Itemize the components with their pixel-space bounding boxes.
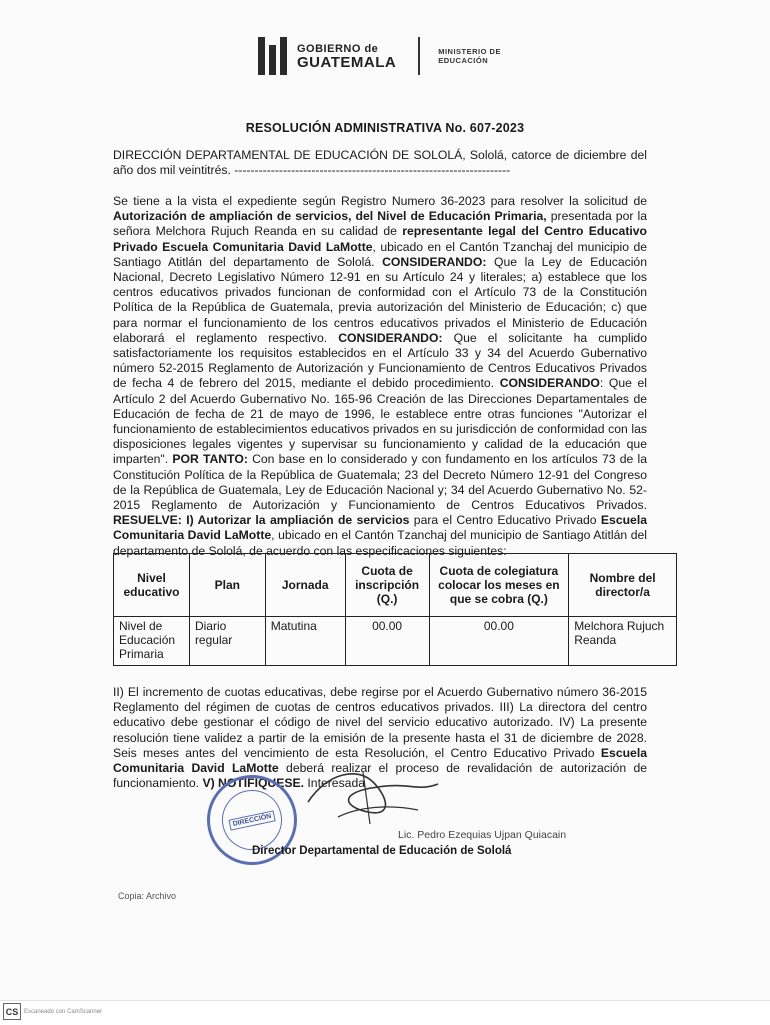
tail-text-1: II) El incremento de cuotas educativas, debe regirse por el Acuerdo Gubernativo número 36-2015 Reglamento del régimen de cuotas de centros educativos privados. III) La directora del centro educativo debe gestionar el código de nivel del servicio educativo autorizado. IV) La presente resolución tiene validez a partir de la emisión de la presente hasta el 31 de diciembre de 2028. Seis meses antes del vencimiento de esta Resolución, el Centro Educativo Privado xyxy=(113,685,647,760)
table-cell: Melchora Rujuch Reanda xyxy=(569,617,677,666)
letterhead xyxy=(258,34,501,78)
body-text-2: presentada por la señora Melchora Rujuch Reanda en su calidad de xyxy=(113,209,647,239)
body-bold-5: CONSIDERANDO xyxy=(499,376,600,391)
body-bold-4: CONSIDERANDO: xyxy=(338,330,443,345)
tail-bold-2: V) NOTIFÍQUESE. xyxy=(202,776,305,791)
copy-note: Copia: Archivo xyxy=(118,891,177,901)
scanner-footer xyxy=(0,1000,770,1025)
table-cell: 00.00 xyxy=(345,617,429,666)
table-header-cell: Nivel educativo xyxy=(114,554,190,617)
handwritten-signature xyxy=(298,762,448,832)
gobierno-guatemala-logo-text xyxy=(297,43,396,69)
stamp-word: DIRECCIÓN xyxy=(229,810,276,830)
camscanner-icon: CS xyxy=(3,1003,21,1020)
intro-paragraph xyxy=(113,148,647,178)
table-header-cell: Cuota de colegiatura colocar los meses en que se cobra (Q.) xyxy=(429,554,569,617)
tail-bold-1: Escuela Comunitaria David LaMotte xyxy=(113,745,647,776)
ministerio-line-2: EDUCACIÓN xyxy=(438,56,489,65)
body-text-9: , ubicado en el Cantón Tzanchaj del municipio de Santiago Atitlán del departamento de Sololá, de acuerdo con las especificaciones siguientes: xyxy=(113,528,647,558)
gobierno-line-2: GUATEMALA xyxy=(297,54,397,71)
guatemala-logo-icon xyxy=(258,37,287,75)
tail-text-2: deberá realizar el proceso de revalidación de autorización de funcionamiento. xyxy=(113,761,647,791)
scanner-watermark-text: Escaneado con CamScanner xyxy=(24,1009,103,1015)
signatory-role: Director Departamental de Educación de Sololá xyxy=(252,845,512,857)
ministerio-educacion-logo-text xyxy=(438,47,501,65)
main-paragraph xyxy=(113,194,647,559)
body-bold-6: POR TANTO: xyxy=(172,452,248,467)
table-cell: 00.00 xyxy=(429,617,569,666)
body-text-1: Se tiene a la vista el expediente según Registro Numero 36-2023 para resolver la solicitud de xyxy=(113,194,647,208)
table-header-cell: Jornada xyxy=(265,554,345,617)
body-bold-1: Autorización de ampliación de servicios, del Nivel de Educación Primaria, xyxy=(113,209,547,224)
table-header-cell: Plan xyxy=(189,554,265,617)
body-bold-7: RESUELVE: I) Autorizar la ampliación de servicios xyxy=(113,513,410,528)
body-bold-8: Escuela Comunitaria David LaMotte xyxy=(113,513,647,543)
body-text-3: , ubicado en el Cantón Tzanchaj del municipio de Santiago Atitlán del departamento de Sololá. xyxy=(113,239,648,269)
body-text-6: : Que el Artículo 2 del Acuerdo Gubernativo No. 165-96 Creación de las Direcciones Departamentales de Educación de fecha de 21 de mayo de 1996, le establece entre otras funciones "Autorizar el funcionamiento de establecimientos educativos privados en su jurisdicción de conformidad con las disposiciones legales vigentes y supervisar su funcionamiento y calidad de la educación que imparten". xyxy=(113,376,647,467)
table-cell: Diario regular xyxy=(189,617,265,666)
table-header-row xyxy=(114,554,677,617)
intro-rest: , Sololá, catorce de diciembre del año dos mil veintitrés. -------------------------------------------------------------------- xyxy=(113,148,647,178)
resolution-title: RESOLUCIÓN ADMINISTRATIVA No. 607-2023 xyxy=(245,121,525,135)
body-text-7: Con base en lo considerado y con fundamento en los artículos 73 de la Constitución Política de la República de Guatemala; 23 del Decreto Número 12-91 del Congreso de la República de Guatemala, Ley de Educación Nacional y; 34 del Acuerdo Gubernativo No. 52-2015 Reglamento de Autorización y Funcionamiento de Centros Educativos Privados. xyxy=(113,452,647,513)
body-text-5: Que el solicitante ha cumplido satisfactoriamente los requisitos establecidos en el Artículo 33 y 34 del Acuerdo Gubernativo número 52-2015 Reglamento de Autorización y Funcionamiento de Centros Educativos Privados de fecha 4 de febrero del 2015, mediante el debido procedimiento. xyxy=(113,330,647,391)
table-header-cell: Cuota de inscripción (Q.) xyxy=(345,554,429,617)
gobierno-line-1: GOBIERNO de xyxy=(297,43,379,55)
specifications-table xyxy=(113,553,677,666)
signatory-name: Lic. Pedro Ezequias Ujpan Quiacain xyxy=(398,829,567,841)
body-bold-2: representante legal del Centro Educativo Privado Escuela Comunitaria David LaMotte xyxy=(113,224,647,254)
intro-direccion: DIRECCIÓN DEPARTAMENTAL DE EDUCACIÓN DE SOLOLÁ xyxy=(113,148,463,162)
table-cell: Matutina xyxy=(265,617,345,666)
body-bold-3: CONSIDERANDO: xyxy=(382,254,487,269)
body-text-4: Que la Ley de Educación Nacional, Decreto Legislativo Número 12-91 en su Artículo 24 y literales; a) establece que los centros educativos privados funcionan de conformidad con el Artículo 73 de la Constitución Política de la República de Guatemala, previa autorización del Ministerio de Educación; c) que para normar el funcionamiento de los centros educativos privados el Ministerio de Educación elaborará el reglamento respectivo. xyxy=(113,254,647,345)
letterhead-divider xyxy=(418,37,420,75)
tail-text-3: Interesada xyxy=(304,776,365,791)
body-text-8: para el Centro Educativo Privado xyxy=(409,513,601,528)
table-cell: Nivel de Educación Primaria xyxy=(114,617,190,666)
table-header-cell: Nombre del director/a xyxy=(569,554,677,617)
ministerio-line-1: MINISTERIO DE xyxy=(438,47,501,56)
table-row xyxy=(114,617,677,666)
